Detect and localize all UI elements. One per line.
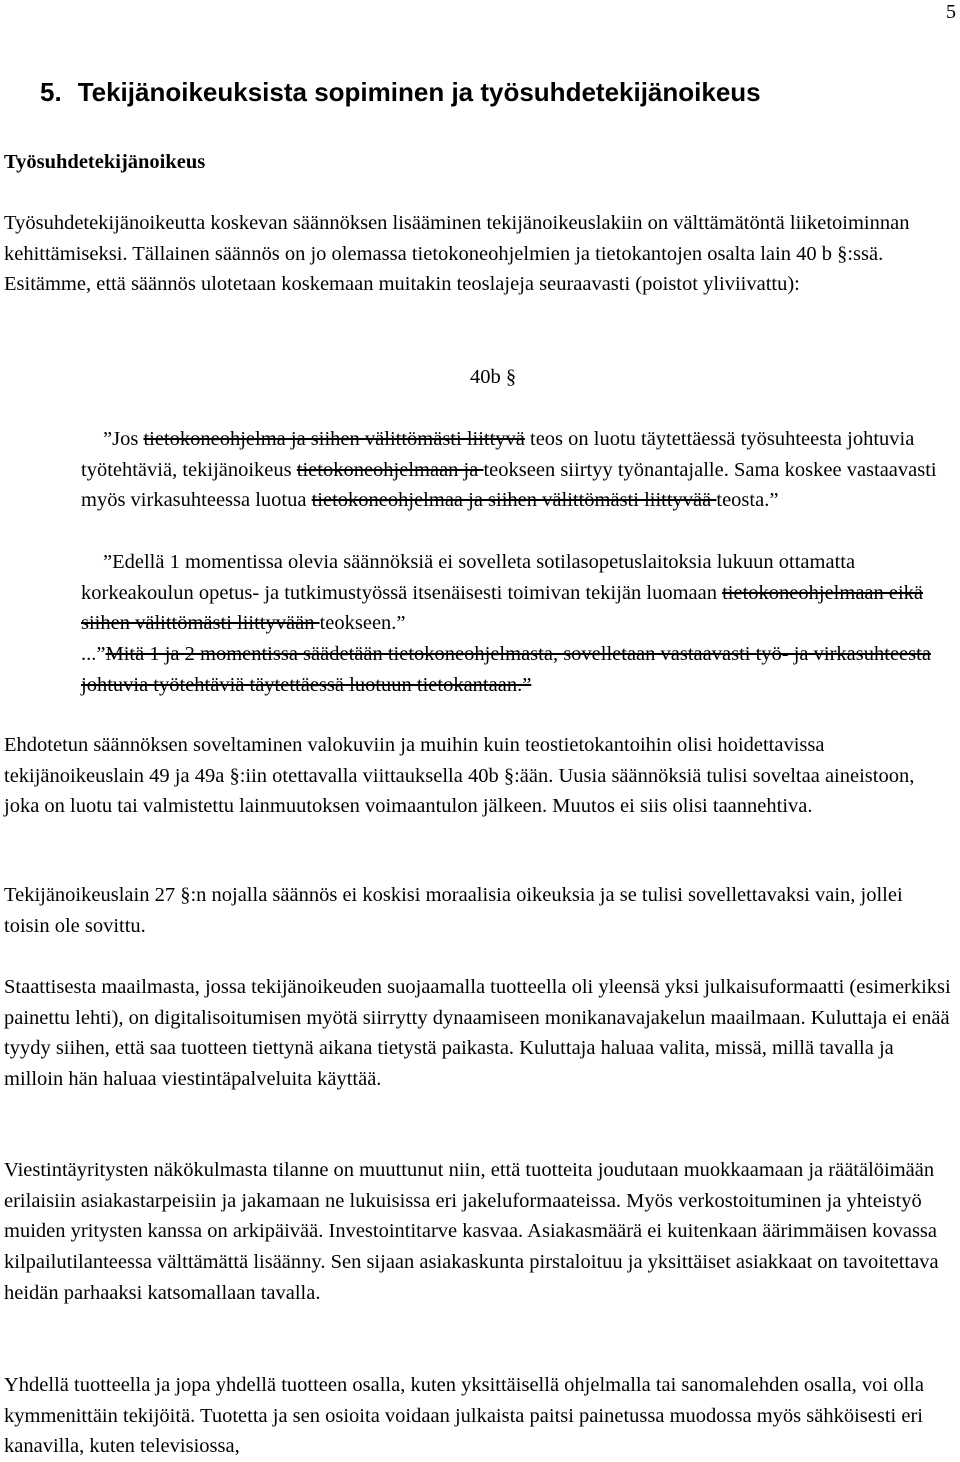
deleted-text: Mitä 1 ja 2 momentissa säädetään tietokoneohjelmasta, sovelletaan vastaavasti työ- ja virkasuhteesta johtuvia työtehtäviä täytettäessä luotuun tietokantaan.” (81, 643, 931, 696)
body-paragraph-1: Ehdotetun säännöksen soveltaminen valokuviin ja muihin kuin teostietokantoihin olisi hoidettavissa tekijänoikeuslain 49 ja 49a §:iin otettavalla viittauksella 40b §:ään. Uusia säännöksiä tulisi soveltaa aineistoon, joka on luotu tai valmistettu lainmuutoksen voimaantulon jälkeen. Muutos ei siis olisi taannehtiva. (4, 734, 915, 818)
text-segment: teokseen siirtyy työnantajalle. Sama koskee vastaavasti myös virkasuhteessa luotua (81, 458, 937, 512)
text-segment: ...” (81, 643, 106, 665)
intro-paragraph: Työsuhdetekijänoikeutta koskevan säännöksen lisääminen tekijänoikeuslakiin on välttämätöntä liiketoiminnan kehittämiseksi. Tällainen säännös on jo olemassa tietokoneohjelmien ja tietokantojen osalta lain 40 b §:ssä. Esitämme, että säännös ulotetaan koskemaan muitakin teoslajeja seuraavasti (poistot yliviivattu): (4, 212, 910, 296)
body-paragraph-5: Yhdellä tuotteella ja jopa yhdellä tuotteen osalla, kuten yksittäisellä ohjelmalla tai sanomalehden osalla, voi olla kymmenittäin tekijöitä. Tuotetta ja sen osioita voidaan julkaista paitsi painetussa muodossa myös sähköisesti eri kanavilla, kuten televisiossa, (4, 1374, 924, 1458)
chapter-title-text: Tekijänoikeuksista sopiminen ja työsuhdetekijänoikeus (77, 77, 761, 107)
deleted-text: tietokoneohjelma ja siihen välittömästi liittyvä (143, 428, 525, 450)
text-segment: teos on luotu täytettäessä työsuhteesta johtuvia työtehtäviä, tekijänoikeus (81, 428, 915, 481)
deleted-text: tietokoneohjelmaa ja siihen välittömästi liittyvää (311, 489, 717, 512)
body-paragraph-4: Viestintäyritysten näkökulmasta tilanne on muuttunut niin, että tuotteita joudutaan muokkaamaan ja räätälöimään erilaisiin asiakastarpeisiin ja jakamaan ne lukuisissa eri jakeluformaateissa. Myös verkostoituminen ja yhteistyö muiden yritysten kanssa on arkipäivää. Investointitarve kasvaa. Asiakasmäärä ei kuitenkaan äärimmäisen kovassa kilpailutilanteessa välttämättä lisäänny. Sen sijaan asiakaskunta pirstaloituu ja yksittäiset asiakkaat on tavoitettava heidän parhaaksi katsomallaan tavalla. (4, 1159, 939, 1304)
text-segment: teosta.” (716, 489, 779, 512)
proposal-paragraph-3 (81, 639, 954, 700)
proposal-paragraph-2 (81, 547, 954, 639)
text-segment: teokseen.” (319, 612, 406, 635)
deleted-text: tietokoneohjelmaan ja (296, 458, 484, 481)
body-paragraph-3: Staattisesta maailmasta, jossa tekijänoikeuden suojaamalla tuotteella oli yleensä yksi julkaisuformaatti (esimerkiksi painettu lehti), on digitalisoitumisen myötä siirrytty dynaamiseen monikanavajakelun maailmaan. Kuluttaja ei enää tyydy siihen, että saa tuotteen tiettynä aikana tietystä paikasta. Kuluttaja haluaa valita, missä, millä tavalla ja milloin hän haluaa viestintäpalveluita käyttää. (4, 976, 951, 1091)
section-title: Työsuhdetekijänoikeus (4, 151, 206, 173)
body-paragraph-2: Tekijänoikeuslain 27 §:n nojalla säännös ei koskisi moraalisia oikeuksia ja se tulisi sovellettavaksi vain, jollei toisin ole sovittu. (4, 884, 903, 937)
law-section-heading: 40b § (469, 366, 517, 388)
chapter-number: 5. (40, 77, 62, 107)
text-segment: ”Jos (103, 428, 144, 450)
page-number: 5 (946, 1, 956, 23)
proposal-paragraph-1 (81, 424, 954, 516)
text-segment: ”Edellä 1 momentissa olevia säännöksiä ei sovelleta sotilasopetuslaitoksia lukuun ottamatta korkeakoulun opetus- ja tutkimustyössä itsenäisesti toimivan tekijän luomaan (81, 551, 856, 604)
deleted-text: tietokoneohjelmaan eikä siihen välittömästi liittyvään (81, 581, 924, 635)
chapter-title (40, 76, 761, 108)
